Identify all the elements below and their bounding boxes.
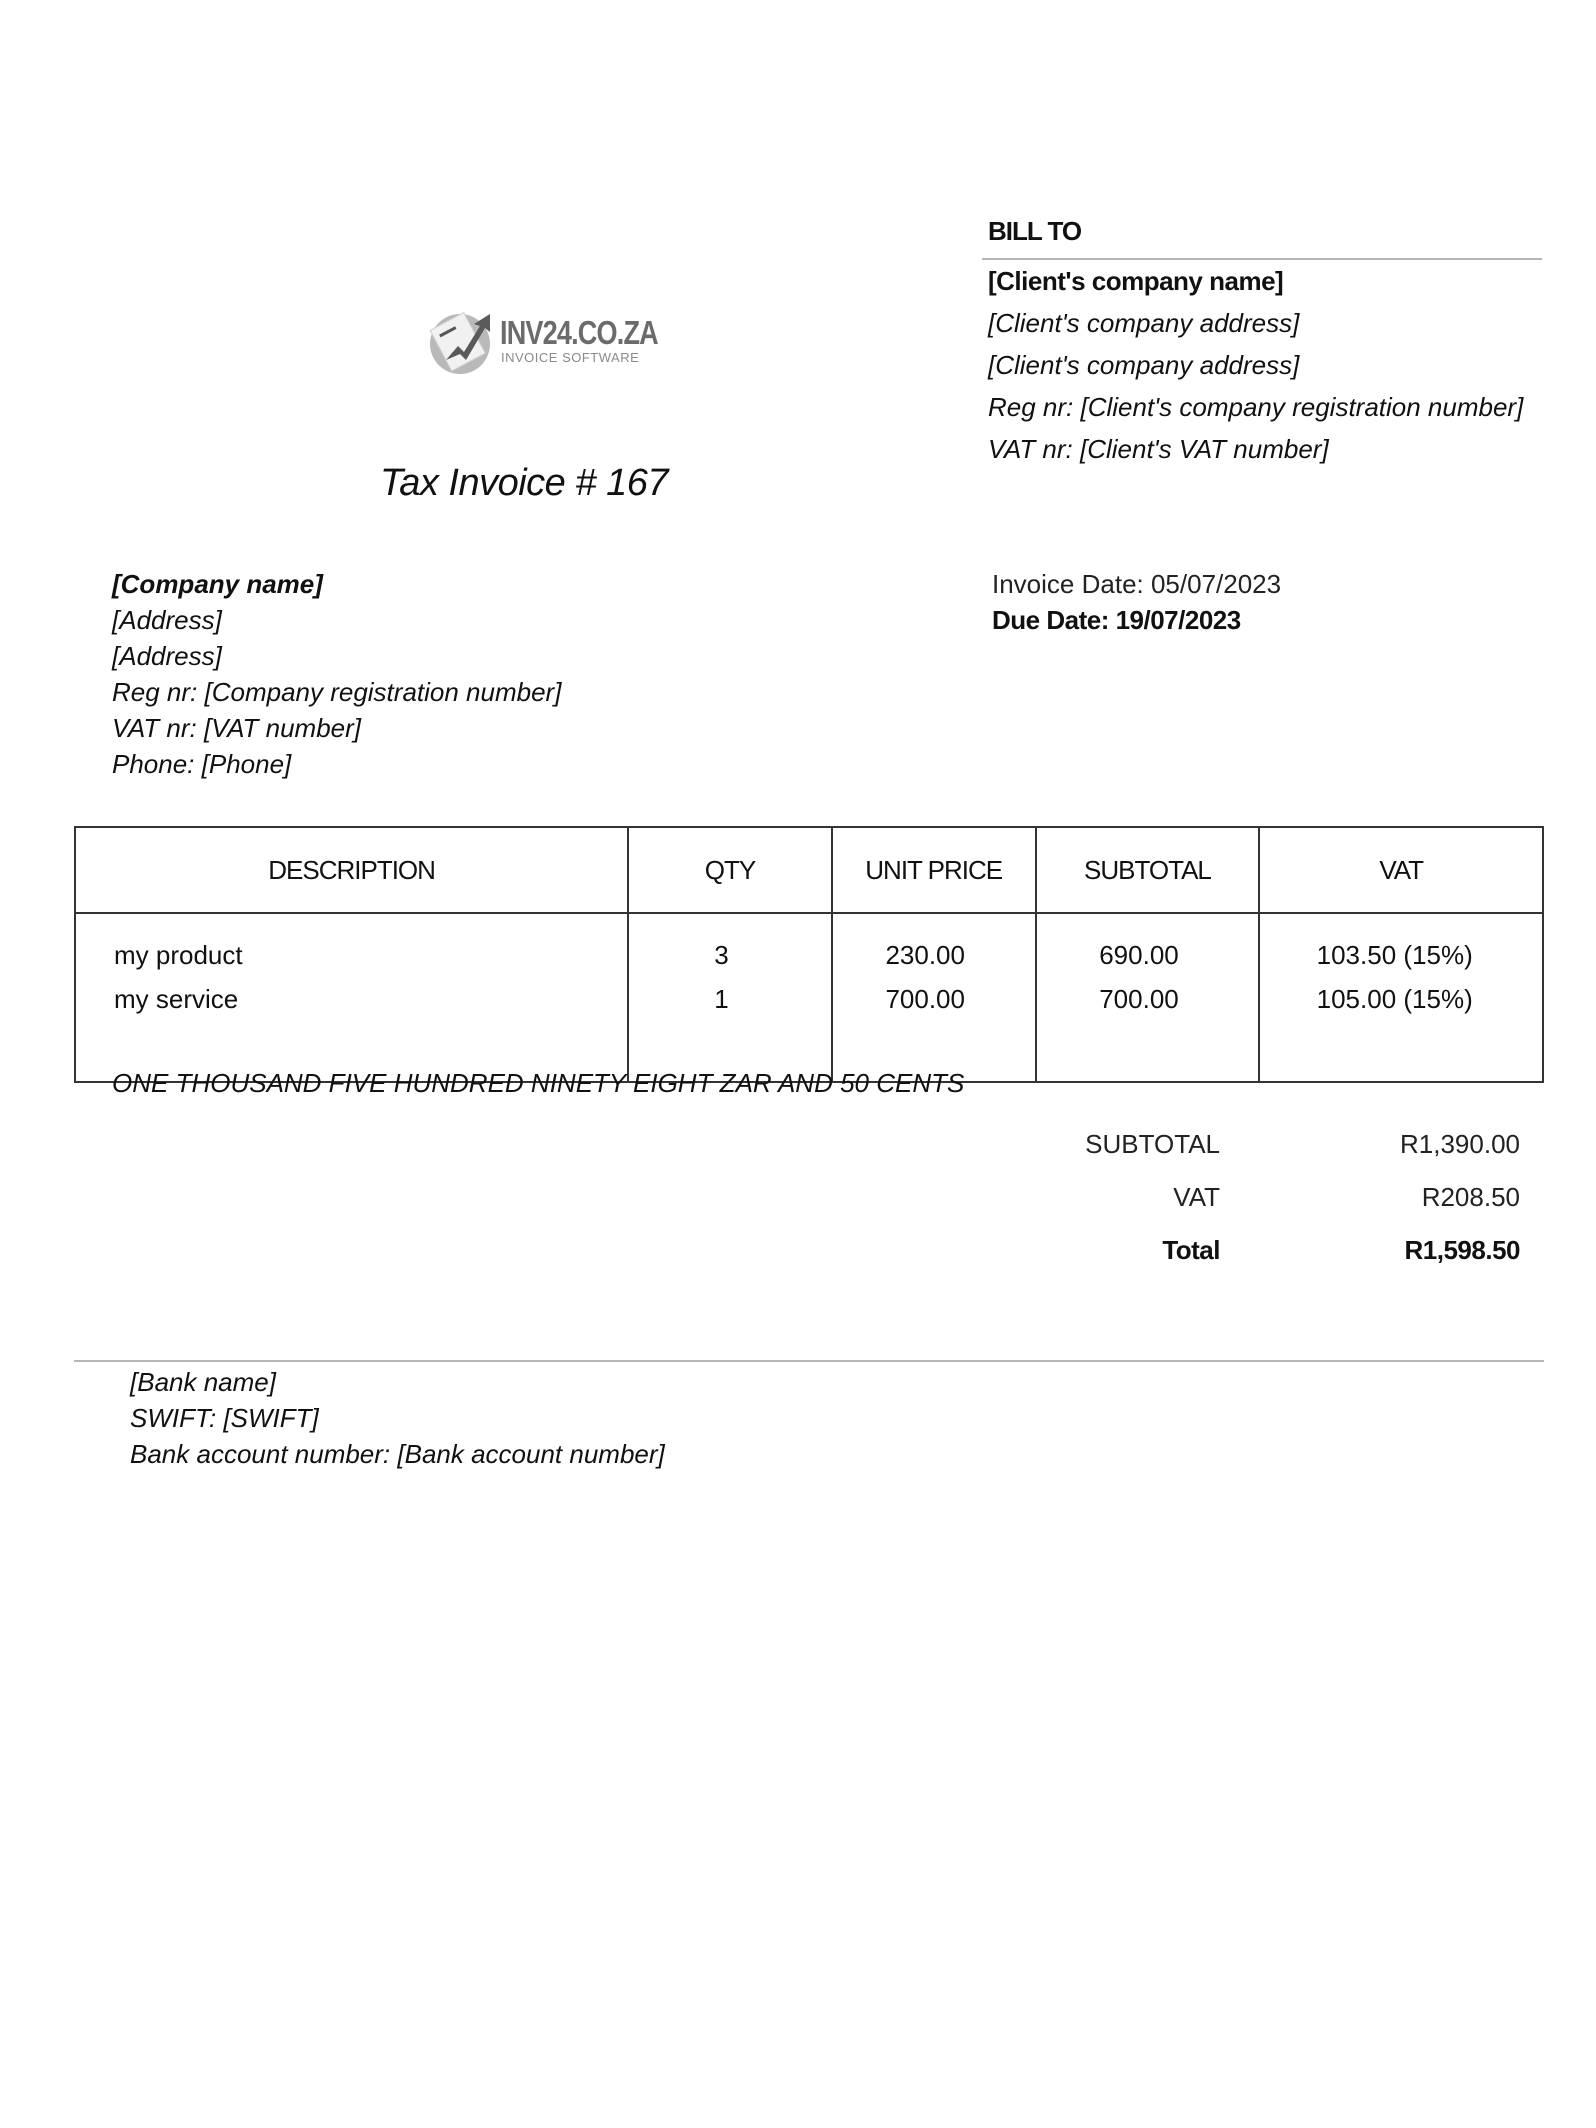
invoice-date: Invoice Date: 05/07/2023: [992, 569, 1282, 599]
cell-qty: 3: [628, 913, 832, 977]
client-company-name: [Client's company name]: [988, 266, 1284, 296]
bank-name: [Bank name]: [130, 1367, 276, 1397]
header-unit-price: UNIT PRICE: [832, 827, 1036, 913]
vat-value: R208.50: [1421, 1182, 1520, 1212]
footer-divider: [74, 1360, 1544, 1362]
subtotal-row: [1020, 1118, 1520, 1171]
header-subtotal: SUBTOTAL: [1036, 827, 1260, 913]
cell-qty: 1: [628, 977, 832, 1021]
header-qty: QTY: [628, 827, 832, 913]
cell-unit-price: 230.00: [832, 913, 1036, 977]
total-row: [1020, 1224, 1520, 1277]
cell-description: my product: [75, 913, 628, 977]
logo: [428, 300, 658, 380]
seller-company-name: [Company name]: [112, 569, 323, 599]
cell-unit-price: 700.00: [832, 977, 1036, 1021]
subtotal-label: SUBTOTAL: [1085, 1129, 1220, 1159]
total-label: Total: [1162, 1235, 1220, 1265]
cell-subtotal: 700.00: [1036, 977, 1260, 1021]
cell-description: my service: [75, 977, 628, 1021]
cell-subtotal: 690.00: [1036, 913, 1260, 977]
client-vat-nr: VAT nr: [Client's VAT number]: [988, 434, 1329, 464]
client-reg-nr: Reg nr: [Client's company registration number]: [988, 392, 1524, 422]
bank-account: Bank account number: [Bank account number]: [130, 1439, 665, 1469]
header-description: DESCRIPTION: [75, 827, 628, 913]
total-value: R1,598.50: [1404, 1235, 1520, 1265]
due-date: Due Date: 19/07/2023: [992, 605, 1241, 635]
invoice-chart-icon: [428, 304, 498, 376]
vat-row: [1020, 1171, 1520, 1224]
vat-label: VAT: [1173, 1182, 1220, 1212]
seller-address-2: [Address]: [112, 641, 222, 671]
totals-block: [1020, 1118, 1520, 1277]
cell-vat: 103.50 (15%): [1259, 913, 1543, 977]
client-address-2: [Client's company address]: [988, 350, 1300, 380]
amount-in-words: ONE THOUSAND FIVE HUNDRED NINETY EIGHT ZAR AND 50 CENTS: [112, 1068, 965, 1098]
cell-vat: 105.00 (15%): [1259, 977, 1543, 1021]
seller-block: [112, 566, 561, 782]
invoice-title: Tax Invoice # 167: [380, 462, 668, 504]
bill-to-heading: BILL TO: [988, 216, 1082, 246]
table-header-row: [75, 827, 1543, 913]
seller-phone: Phone: [Phone]: [112, 749, 292, 779]
bank-swift: SWIFT: [SWIFT]: [130, 1403, 319, 1433]
subtotal-value: R1,390.00: [1400, 1129, 1520, 1159]
seller-reg-nr: Reg nr: [Company registration number]: [112, 677, 562, 707]
logo-tagline: INVOICE SOFTWARE: [501, 350, 640, 365]
seller-address-1: [Address]: [112, 605, 222, 635]
dates-block: [992, 566, 1281, 638]
table-row: [75, 913, 1543, 977]
bill-to-block: [988, 260, 1523, 470]
logo-wordmark: INV24.CO.ZA: [500, 314, 658, 351]
line-items-table: [74, 826, 1544, 1083]
header-vat: VAT: [1259, 827, 1543, 913]
seller-vat-nr: VAT nr: [VAT number]: [112, 713, 362, 743]
bank-details: [130, 1364, 665, 1472]
client-address-1: [Client's company address]: [988, 308, 1300, 338]
table-row: [75, 977, 1543, 1021]
